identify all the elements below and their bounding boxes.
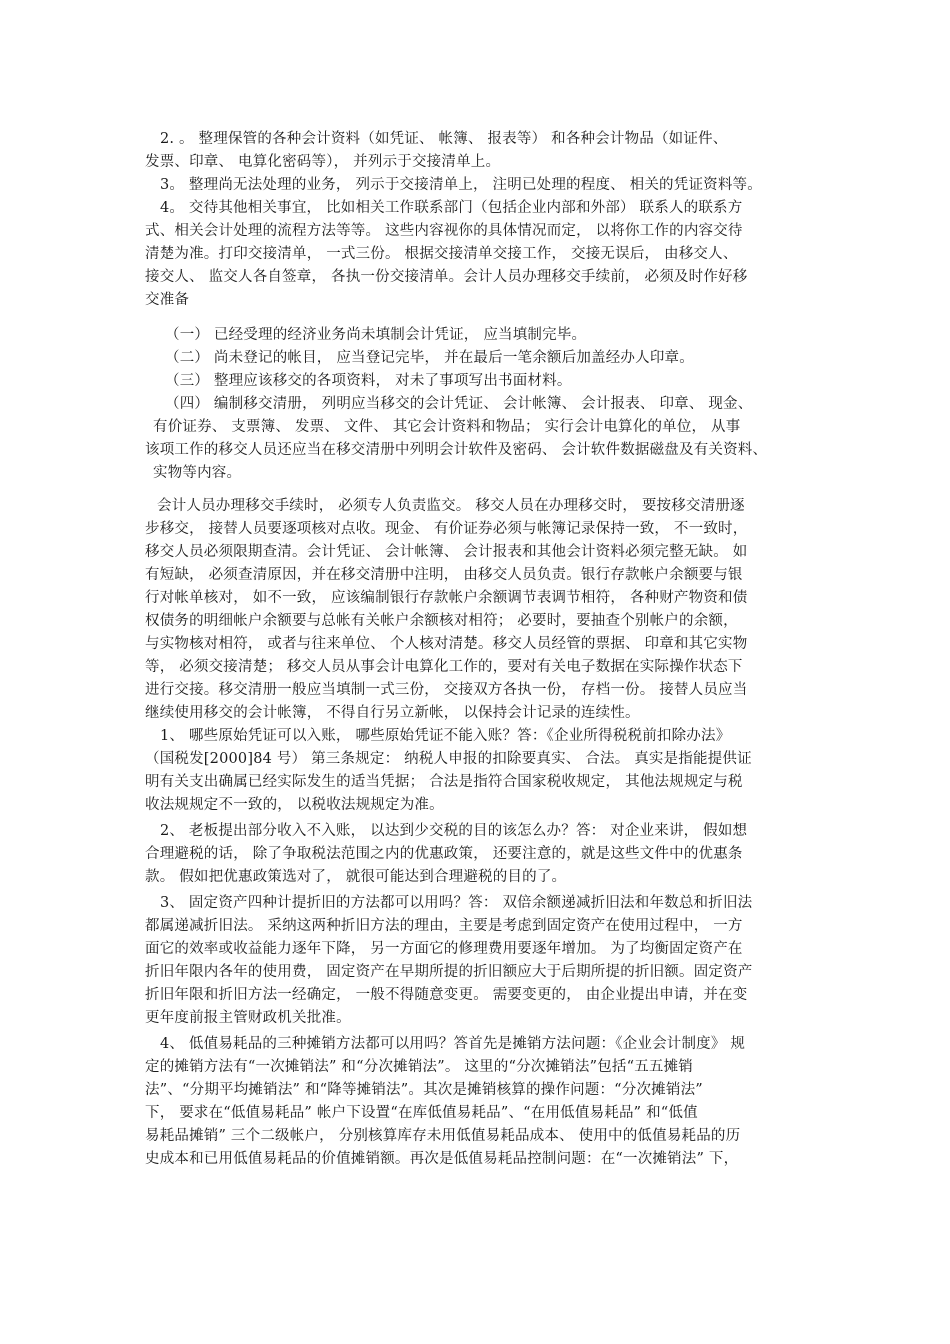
text-line: 都属递减折旧法。 采纳这两种折旧方法的理由，主要是考虑到固定资产在使用过程中， 一方 (145, 918, 743, 934)
text-line: 折旧年限和折旧方法一经确定， 一般不得随意变更。 需要变更的， 由企业提出申请，并在变 (145, 987, 748, 1003)
text-line: 4。 交待其他相关事宜， 比如相关工作联系部门（包括企业内部和外部） 联系人的联系方 (160, 200, 743, 216)
text-line: 1、 哪些原始凭证可以入账， 哪些原始凭证不能入账？答：《企业所得税税前扣除办法》 (160, 728, 731, 744)
text-line: 3。 整理尚无法处理的业务， 列示于交接清单上， 注明已处理的程度、 相关的凭证资料等。 (160, 177, 762, 193)
text-line: 法”、“分期平均摊销法” 和“降等摊销法”。其次是摊销核算的操作问题：“分次摊销法” (145, 1082, 703, 1098)
text-line: 交准备 (145, 292, 190, 308)
text-line: 面它的效率或收益能力逐年下降， 另一方面它的修理费用要逐年增加。 为了均衡固定资产在 (145, 941, 743, 957)
text-line: （四） 编制移交清册， 列明应当移交的会计凭证、 会计帐簿、 会计报表、 印章、 现金、 (165, 396, 753, 412)
text-line: 2、 老板提出部分收入不入账， 以达到少交税的目的该怎么办？答： 对企业来讲， 假如想 (160, 823, 748, 839)
text-line: 清楚为准。打印交接清单， 一式三份。 根据交接清单交接工作， 交接无误后， 由移交人、 (145, 246, 738, 262)
text-line: 进行交接。移交清册一般应当填制一式三份， 交接双方各执一份， 存档一份。 接替人员应当 (145, 682, 748, 698)
text-line: 定的摊销方法有“一次摊销法” 和“分次摊销法”。 这里的“分次摊销法”包括“五五摊销 (145, 1059, 694, 1075)
text-line: （二） 尚未登记的帐目， 应当登记完毕， 并在最后一笔余额后加盖经办人印章。 (165, 350, 694, 366)
text-line: 权债务的明细帐户余额要与总帐有关帐户余额核对相符； 必要时，要抽查个别帐户的余额， (145, 613, 738, 629)
text-line: 3、 固定资产四种计提折旧的方法都可以用吗？答： 双倍余额递减折旧法和年数总和折旧法 (160, 895, 753, 911)
text-line: 该项工作的移交人员还应当在移交清册中列明会计软件及密码、 会计软件数据磁盘及有关资料、 (145, 442, 768, 458)
text-line: 折旧年限内各年的使用费， 固定资产在早期所提的折旧额应大于后期所提的折旧额。固定资产 (145, 964, 753, 980)
text-line: 收法规规定不一致的， 以税收法规规定为准。 (145, 797, 444, 813)
text-line: 继续使用移交的会计帐簿， 不得自行另立新帐， 以保持会计记录的连续性。 (145, 705, 640, 721)
text-line: 式、相关会计处理的流程方法等等。 这些内容视你的具体情况而定， 以将你工作的内容交待 (145, 223, 743, 239)
text-line: 与实物核对相符， 或者与往来单位、 个人核对清楚。移交人员经管的票据、 印章和其它实物 (145, 636, 748, 652)
text-line: （一） 已经受理的经济业务尚未填制会计凭证， 应当填制完毕。 (165, 327, 587, 343)
text-line: 实物等内容。 (153, 465, 242, 481)
text-line: 更年度前报主管财政机关批准。 (145, 1010, 351, 1026)
text-line: 移交人员必须限期查清。会计凭证、 会计帐簿、 会计报表和其他会计资料必须完整无缺。 如 (145, 544, 748, 560)
text-line: 易耗品摊销” 三个二级帐户， 分别核算库存未用低值易耗品成本、 使用中的低值易耗品的历 (145, 1128, 741, 1144)
text-line: 款。 假如把优惠政策选对了， 就很可能达到合理避税的目的了。 (145, 869, 567, 885)
text-line: 等， 必须交接清楚； 移交人员从事会计电算化工作的，要对有关电子数据在实际操作状态下 (145, 659, 743, 675)
text-line: 下， 要求在“低值易耗品” 帐户下设置“在库低值易耗品”、“在用低值易耗品” 和“低值 (145, 1105, 698, 1121)
text-line: 史成本和已用低值易耗品的价值摊销额。再次是低值易耗品控制问题：在“一次摊销法” 下， (145, 1151, 739, 1167)
text-line: 接交人、 监交人各自签章， 各执一份交接清单。会计人员办理移交手续前， 必须及时作好移 (145, 269, 748, 285)
text-line: 行对帐单核对， 如不一致， 应该编制银行存款帐户余额调节表调节相符， 各种财产物资和债 (145, 590, 748, 606)
text-line: （国税发[2000]84 号） 第三条规定： 纳税人申报的扣除要真实、 合法。 真实是指能提供证 (145, 751, 752, 767)
text-line: 有短缺， 必须查清原因，并在移交清册中注明， 由移交人员负责。银行存款帐户余额要与银 (145, 567, 743, 583)
text-line: 4、 低值易耗品的三种摊销方法都可以用吗？答首先是摊销方法问题：《企业会计制度》 规 (160, 1036, 746, 1052)
text-line: （三） 整理应该移交的各项资料， 对未了事项写出书面材料。 (165, 373, 572, 389)
text-line: 会计人员办理移交手续时， 必须专人负责监交。 移交人员在办理移交时， 要按移交清册逐 (157, 498, 745, 514)
text-line: 明有关支出确属已经实际发生的适当凭据； 合法是指符合国家税收规定， 其他法规规定与税 (145, 774, 743, 790)
text-line: 发票、印章、 电算化密码等）， 并列示于交接清单上。 (145, 154, 501, 170)
text-line: 步移交， 接替人员要逐项核对点收。现金、 有价证券必须与帐簿记录保持一致， 不一致时， (145, 521, 748, 537)
text-line: 合理避税的话， 除了争取税法范围之内的优惠政策， 还要注意的，就是这些文件中的优惠条 (145, 846, 743, 862)
text-line: 有价证券、 支票簿、 发票、 文件、 其它会计资料和物品； 实行会计电算化的单位， 从事 (153, 419, 741, 435)
text-line: 2. 。 整理保管的各种会计资料（如凭证、 帐簿、 报表等） 和各种会计物品（如证件、 (160, 131, 728, 147)
